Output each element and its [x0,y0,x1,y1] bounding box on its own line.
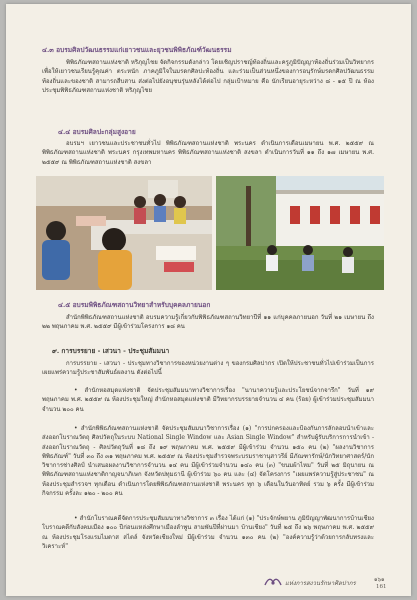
photo-outdoor-sketching [216,176,384,290]
footer-logo-icon [264,577,282,589]
bullet-item [42,386,374,414]
section-body-4-3: พิพิธภัณฑสถานแห่งชาติ หริภุญไชย จัดกิจกรรมดังกล่าว โดยเชิญปราชญ์ท้องถิ่นและครูภูมิปัญญาท้องถิ่นร่วมเป็นวิทยากร เพื่อให้เยาวชนเรียนรู้คุณค่า ตระหนัก ภาคภูมิใจในมรดกศิลปะท้องถิ่น และร่วมเป็นส่วนหนึ่งของการอนุรักษ์มรดกศิลปวัฒนธรรมท้องถิ่นและของชาติ สามารถสืบสาน ส่งต่อไปยังอนุชนรุ่นหลังได้ต่อไป กลุ่มเป้าหมาย คือ นักเรียนอายุระหว่าง ๘ - ๑๕ ปี ณ ห้องประชุมพิพิธภัณฑสถานแห่งชาติ หริภุญไชย [42,59,374,94]
section-body-4-4: อบรมฯ เยาวชนและประชาชนทั่วไป พิพิธภัณฑสถานแห่งชาติ พระนคร ดำเนินการเดือนเมษายน พ.ศ. ๒๕๕๙ ณ พิพิธภัณฑสถานแห่งชาติ พระนคร กรุงเทพมหานคร พิพิธภัณฑสถานแห่งชาติ สงขลา ดำเนินการวันที่ ๑๑ ถึง ๑๗ เมษายน พ.ศ. ๒๕๕๙ ณ พิพิธภัณฑสถานแห่งชาติ สงขลา [42,140,374,166]
section-heading-4-3: ๔.๓ อบรมศิลปวัฒนธรรมแก่เยาวชนและยุวชนพิพิธภัณฑ์วัฒนธรรม [42,46,232,54]
bullet-dot-icon: • [74,515,80,522]
bullet-item [42,514,374,551]
page-number: 161 [376,584,387,590]
footer-title: แห่งการสงวนรักษาศิลปากร [285,580,356,587]
bullet-text: สำนักหอสมุดแห่งชาติ จัดประชุมสัมมนาทางวิชาการเรื่อง "นานาความรู้และประโยชน์จากจารึก" วันที่ ๑๙ พฤษภาคม พ.ศ. ๒๕๕๙ ณ ห้องประชุมใหญ่ สำนักหอสมุดแห่งชาติ มีวิทยากรบรรยายจำนวน ๔ คน (ร้อย) ผู้เข้าร่วมประชุมสัมมนา จำนวน ๒๐๐ คน [42,387,374,413]
section-body-4-5: สำนักพิพิธภัณฑสถานแห่งชาติ อบรมความรู้เกี่ยวกับพิพิธภัณฑสถานวิทยาปีที่ ๑๑ แก่บุคคลภายนอก วันที่ ๒๑ เมษายน ถึง ๒๒ พฤษภาคม พ.ศ. ๒๕๕๙ มีผู้เข้าร่วมโครงการ ๑๘ คน [42,314,374,331]
bullet-text: สำนักพิพิธภัณฑสถานแห่งชาติ จัดประชุมสัมมนาวิชาการเรื่อง (๑) "การปกครองและป้องกันการลักลอบนำเข้าและส่งออกโบราณวัตถุ ศิลปวัตถุในระบบ National Single Window และ Asian Single Window" สำหรับผู้รับบริการการนำเข้า - ส่งออกโบราณวัตถุ - ศิลปวัตถุวันที่ ๑๘ ถึง ๑๙ พฤษภาคม พ.ศ. ๒๕๕๙ มีผู้เข้าร่วม จำนวน ๑๕๐ คน (๒) "ผลงานวิชาการพิพิธภัณฑ์" วันที่ ๓๐ ถึง ๓๑ พฤษภาคม พ.ศ. ๒๕๕๙ ณ ห้องประชุมสำรวจพระบรมราชานุสาวรีย์ มีภัณฑารักษ์/นักวิทยาศาสตร์/นักวิชาการช่างศิลป์ นำเสนอผลงานวิชาการจำนวน ๑๔ คน มีผู้เข้าร่วมจำนวน ๑๔๐ คน (๓) "ขนมผ้าไหม" วันที่ ๒๕ มิถุนายน ณ พิพิธภัณฑสถานแห่งชาติกาญจนาภิเษก จังหวัดปทุมธานี ผู้เข้าร่วม ๖๐ คน และ (๔) จัดโครงการ "เผยแพร่ความรู้สู่ประชาชน" ณ ห้องประชุมสำรวจฯ ทุกเดือน ดำเนินการโดยพิพิธภัณฑสถานแห่งชาติ พระนคร ทุก ๖ เดือนในวันอาทิตย์ รวม ๖ ครั้ง มีผู้เข้าร่วมกิจกรรม ครั้งละ ๑๒๐ - ๒๐๐ คน [42,425,374,498]
bullet-item [42,424,374,498]
section-heading-4-4: ๔.๔ อบรมศิลปะกลุ่มสูงอาย [58,128,136,136]
section-heading-4-5: ๔.๕ อบรมพิพิธภัณฑสถานวิทยาสำหรับบุคคลภายนอก [58,301,211,309]
bullet-dot-icon: • [74,425,81,432]
bullet-text: สำนักโบราณคดีจัดการประชุมสัมมนาทางวิชาการ ๓ เรื่อง ได้แก่ (๑) "ประจักษ์พยาน ภูมิปัญญาพัฒนาการบ้านเชียงโบราณคดีกับสังคมเมือง ๑๐๐ ปีก่อนแหล่งศึกษาเมืองลำพูน สามพันปีที่ผ่านมา บ้านเชียง" วันที่ ๒๕ ถึง ๒๖ พฤษภาคม พ.ศ. ๒๕๕๙ ณ ห้องประชุมโรงแรมไมดาส สไตล์ จังหวัดเชียงใหม่ มีผู้เข้าร่วม จำนวน ๑๓๐ คน (๒) "องค์ความรู้ว่าด้วยการกลับทรงและวิเคราะห์" [42,515,374,550]
photo-art-workshop [36,176,212,290]
page-number-thai: ๑๖๑ [374,577,385,583]
bullet-dot-icon: • [74,387,85,394]
section-intro-9: การบรรยาย - เสวนา - ประชุมทางวิชาการของหน่วยงานต่าง ๆ ของกรมศิลปากร เปิดให้ประชาชนทั่วไปเข้าร่วมเป็นการเผยแพร่ความรู้ประชาสัมพันธ์ผลงาน ดังต่อไปนี้ [42,360,374,377]
document-page [6,4,411,596]
section-heading-9: ๙. การบรรยาย - เสวนา - ประชุมสัมมนา [52,347,170,355]
